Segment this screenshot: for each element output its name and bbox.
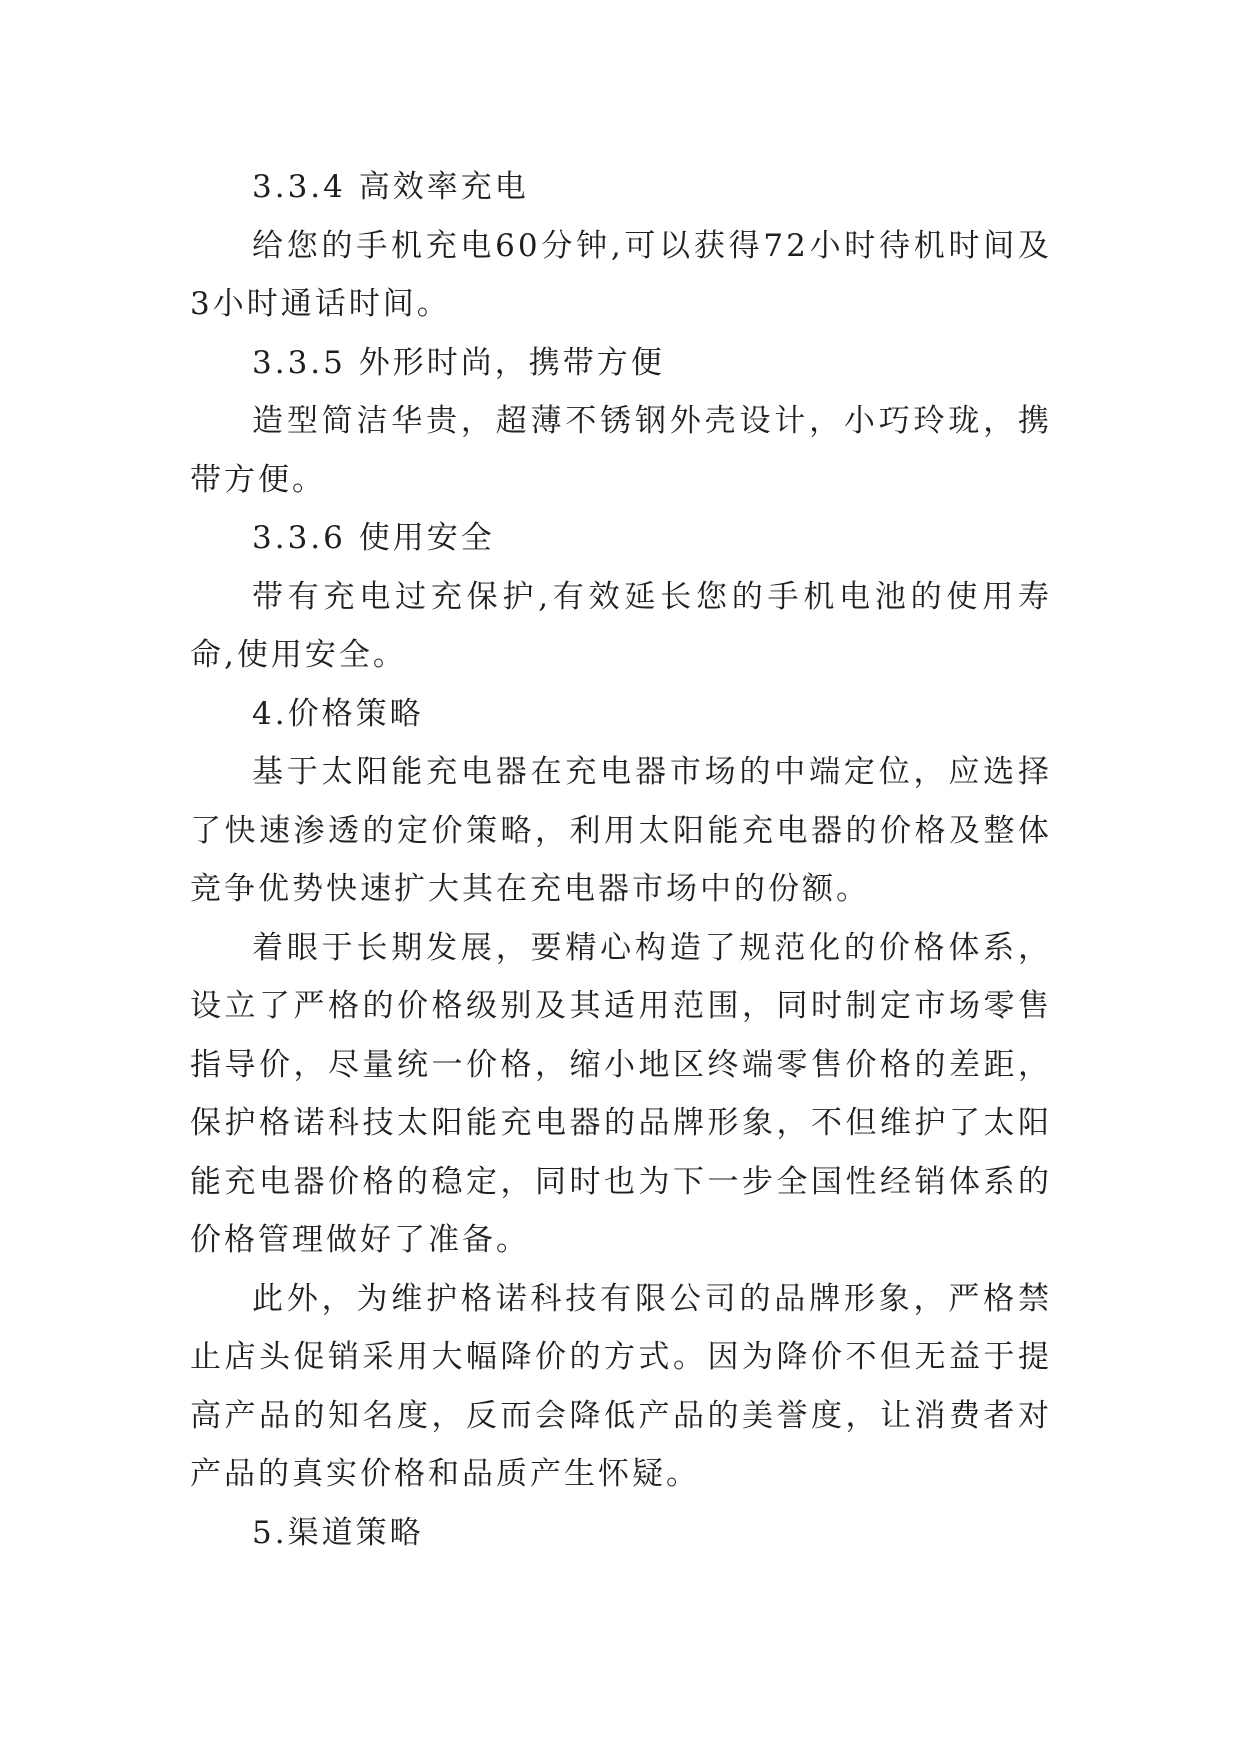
paragraph-charging-efficiency: 给您的手机充电60分钟,可以获得72小时待机时间及3小时通话时间。 bbox=[190, 227, 1052, 322]
document-body bbox=[190, 158, 1052, 1562]
paragraph-pricing-system: 着眼于长期发展，要精心构造了规范化的价格体系，设立了严格的价格级别及其适用范围，同时制定市场零售指导价，尽量统一价格，缩小地区终端零售价格的差距，保护格诺科技太阳能充电器的品牌形象，不但维护了太阳能充电器价格的稳定，同时也为下一步全国性经销体系的价格管理做好了准备。 bbox=[190, 929, 1052, 1258]
paragraph-pricing-positioning: 基于太阳能充电器在充电器市场的中端定位，应选择了快速渗透的定价策略，利用太阳能充电器的价格及整体竞争优势快速扩大其在充电器市场中的份额。 bbox=[190, 754, 1052, 907]
section-heading-3-3-5: 3.3.5 外形时尚，携带方便 bbox=[252, 344, 665, 381]
section-heading-3-3-4: 3.3.4 高效率充电 bbox=[252, 169, 529, 205]
paragraph-design-portability: 造型简洁华贵，超薄不锈钢外壳设计，小巧玲珑，携带方便。 bbox=[190, 403, 1052, 498]
paragraph-safety: 带有充电过充保护,有效延长您的手机电池的使用寿命,使用安全。 bbox=[190, 578, 1052, 673]
paragraph-brand-protection: 此外，为维护格诺科技有限公司的品牌形象，严格禁止店头促销采用大幅降价的方式。因为降价不但无益于提高产品的知名度，反而会降低产品的美誉度，让消费者对产品的真实价格和品质产生怀疑。 bbox=[190, 1280, 1052, 1492]
section-heading-channel-strategy: 5.渠道策略 bbox=[252, 1514, 424, 1551]
section-heading-pricing-strategy: 4.价格策略 bbox=[252, 695, 424, 732]
section-heading-3-3-6: 3.3.6 使用安全 bbox=[252, 520, 495, 556]
